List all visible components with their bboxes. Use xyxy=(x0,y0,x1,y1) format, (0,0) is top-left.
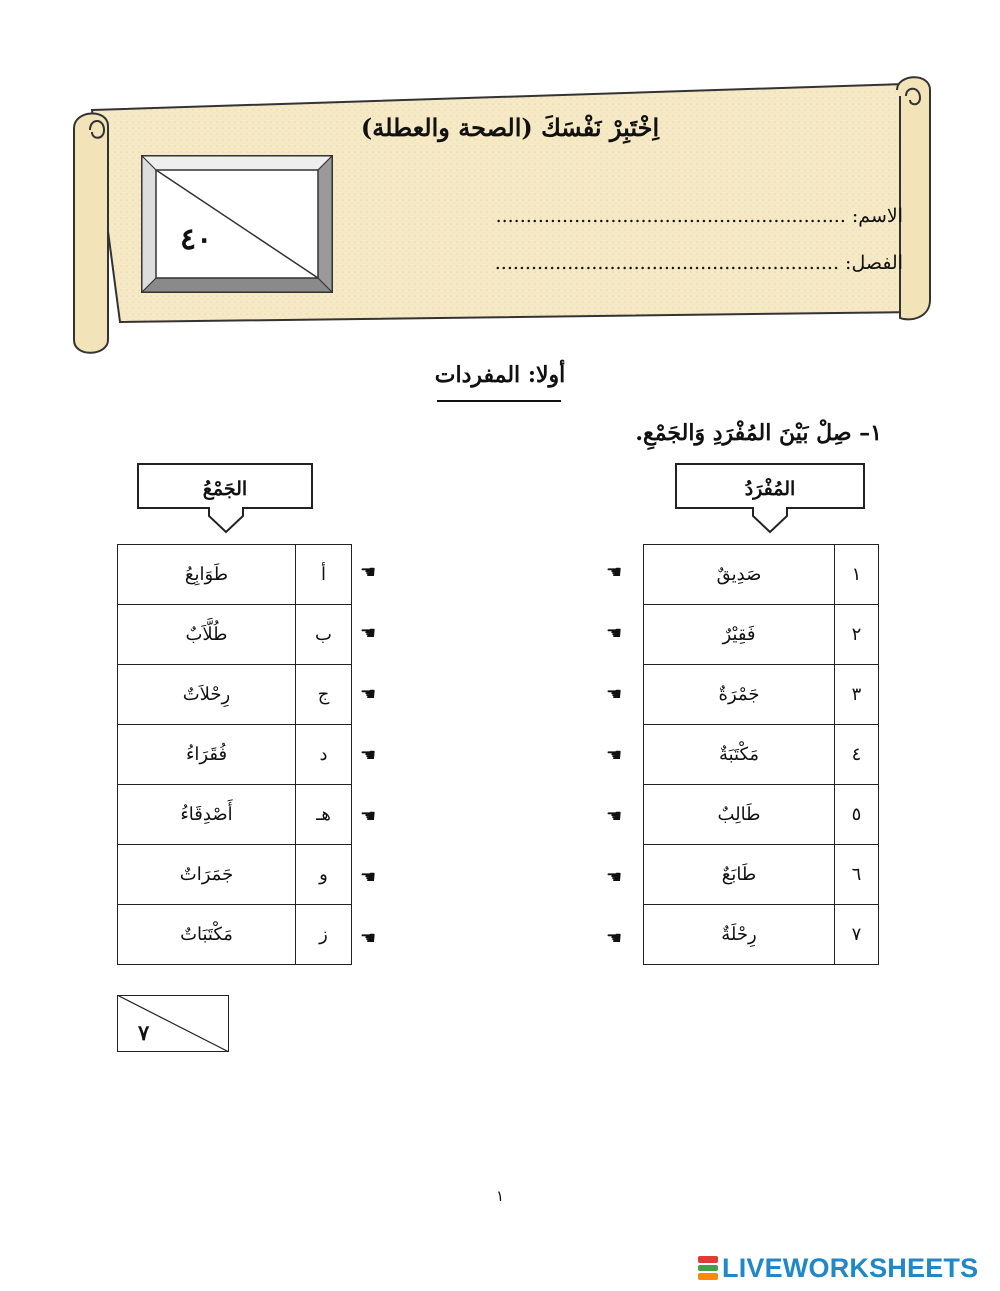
singular-row xyxy=(644,725,879,785)
singular-table xyxy=(643,544,879,965)
plural-word: رِحْلاَتٌ xyxy=(118,665,296,725)
worksheet-title: اِخْتَبِرْ نَفْسَكَ (الصحة والعطلة) xyxy=(360,113,660,142)
singular-row xyxy=(644,665,879,725)
plural-letter: ز xyxy=(296,905,352,965)
plural-word: أَصْدِقَاءُ xyxy=(118,785,296,845)
singular-number: ٣ xyxy=(835,665,879,725)
singular-connector-hand-icon[interactable]: ☚ xyxy=(606,745,623,766)
singular-word: طَالِبٌ xyxy=(644,785,835,845)
singular-row xyxy=(644,605,879,665)
singular-connector-hand-icon[interactable]: ☚ xyxy=(606,806,623,827)
singular-connector-hand-icon[interactable]: ☚ xyxy=(606,928,623,949)
plural-word: مَكْتَبَاتٌ xyxy=(118,905,296,965)
singular-word: فَقِيْرٌ xyxy=(644,605,835,665)
plural-connector-hand-icon[interactable]: ☚ xyxy=(360,623,377,644)
section-heading: أولا: المفردات xyxy=(434,362,566,388)
plural-letter: ج xyxy=(296,665,352,725)
singular-connector-hand-icon[interactable]: ☚ xyxy=(606,562,623,583)
class-field[interactable] xyxy=(495,252,903,274)
singular-row xyxy=(644,545,879,605)
plural-table xyxy=(117,544,352,965)
singular-number: ٦ xyxy=(835,845,879,905)
name-field[interactable] xyxy=(496,205,903,227)
plural-connector-hand-icon[interactable]: ☚ xyxy=(360,867,377,888)
total-score: ٤٠ xyxy=(180,222,213,257)
singular-word: جَمْرَةٌ xyxy=(644,665,835,725)
singular-word: رِحْلَةٌ xyxy=(644,905,835,965)
singular-connector-hand-icon[interactable]: ☚ xyxy=(606,623,623,644)
plural-row xyxy=(118,905,352,965)
plural-connector-hand-icon[interactable]: ☚ xyxy=(360,806,377,827)
singular-row xyxy=(644,845,879,905)
liveworksheets-brand[interactable] xyxy=(698,1253,978,1283)
singular-word: مَكْتَبَةٌ xyxy=(644,725,835,785)
singular-row xyxy=(644,905,879,965)
section-score-box xyxy=(117,995,229,1052)
plural-connector-hand-icon[interactable]: ☚ xyxy=(360,745,377,766)
section-score: ٧ xyxy=(138,1020,150,1045)
plural-row xyxy=(118,845,352,905)
name-dots: .......................................................... xyxy=(495,205,846,227)
plural-row xyxy=(118,605,352,665)
singular-number: ٥ xyxy=(835,785,879,845)
singular-number: ٧ xyxy=(835,905,879,965)
plural-letter: د xyxy=(296,725,352,785)
plural-letter: ب xyxy=(296,605,352,665)
plural-letter: و xyxy=(296,845,352,905)
plural-word: طَوَابِعُ xyxy=(118,545,296,605)
plural-letter: أ xyxy=(296,545,352,605)
plural-connector-hand-icon[interactable]: ☚ xyxy=(360,928,377,949)
score-diagonal xyxy=(117,995,229,1052)
singular-number: ٤ xyxy=(835,725,879,785)
page-number: ١ xyxy=(495,1187,505,1205)
plural-letter: هـ xyxy=(296,785,352,845)
name-label: الاسم: xyxy=(851,205,903,227)
plural-column-label: الجَمْعُ xyxy=(202,478,248,500)
plural-connector-hand-icon[interactable]: ☚ xyxy=(360,562,377,583)
scroll-banner xyxy=(0,0,1000,370)
singular-word: طَابَعٌ xyxy=(644,845,835,905)
plural-row xyxy=(118,785,352,845)
singular-row xyxy=(644,785,879,845)
singular-connector-hand-icon[interactable]: ☚ xyxy=(606,684,623,705)
section-underline xyxy=(437,400,561,402)
plural-connector-hand-icon[interactable]: ☚ xyxy=(360,684,377,705)
class-label: الفصل: xyxy=(845,252,903,274)
instruction: ١– صِلْ بَيْنَ المُفْرَدِ وَالجَمْعِ. xyxy=(635,420,882,446)
plural-row xyxy=(118,725,352,785)
brand-name: LIVEWORKSHEETS xyxy=(722,1252,979,1283)
plural-word: طُلَّاَبٌ xyxy=(118,605,296,665)
liveworksheets-logo-icon xyxy=(698,1255,718,1281)
plural-word: جَمَرَاتٌ xyxy=(118,845,296,905)
plural-row xyxy=(118,665,352,725)
singular-number: ١ xyxy=(835,545,879,605)
singular-word: صَدِيقٌ xyxy=(644,545,835,605)
class-dots: ......................................................... xyxy=(494,252,839,274)
singular-connector-hand-icon[interactable]: ☚ xyxy=(606,867,623,888)
plural-row xyxy=(118,545,352,605)
singular-number: ٢ xyxy=(835,605,879,665)
singular-column-label: المُفْرَدُ xyxy=(744,478,796,500)
plural-word: فُقَرَاءُ xyxy=(118,725,296,785)
